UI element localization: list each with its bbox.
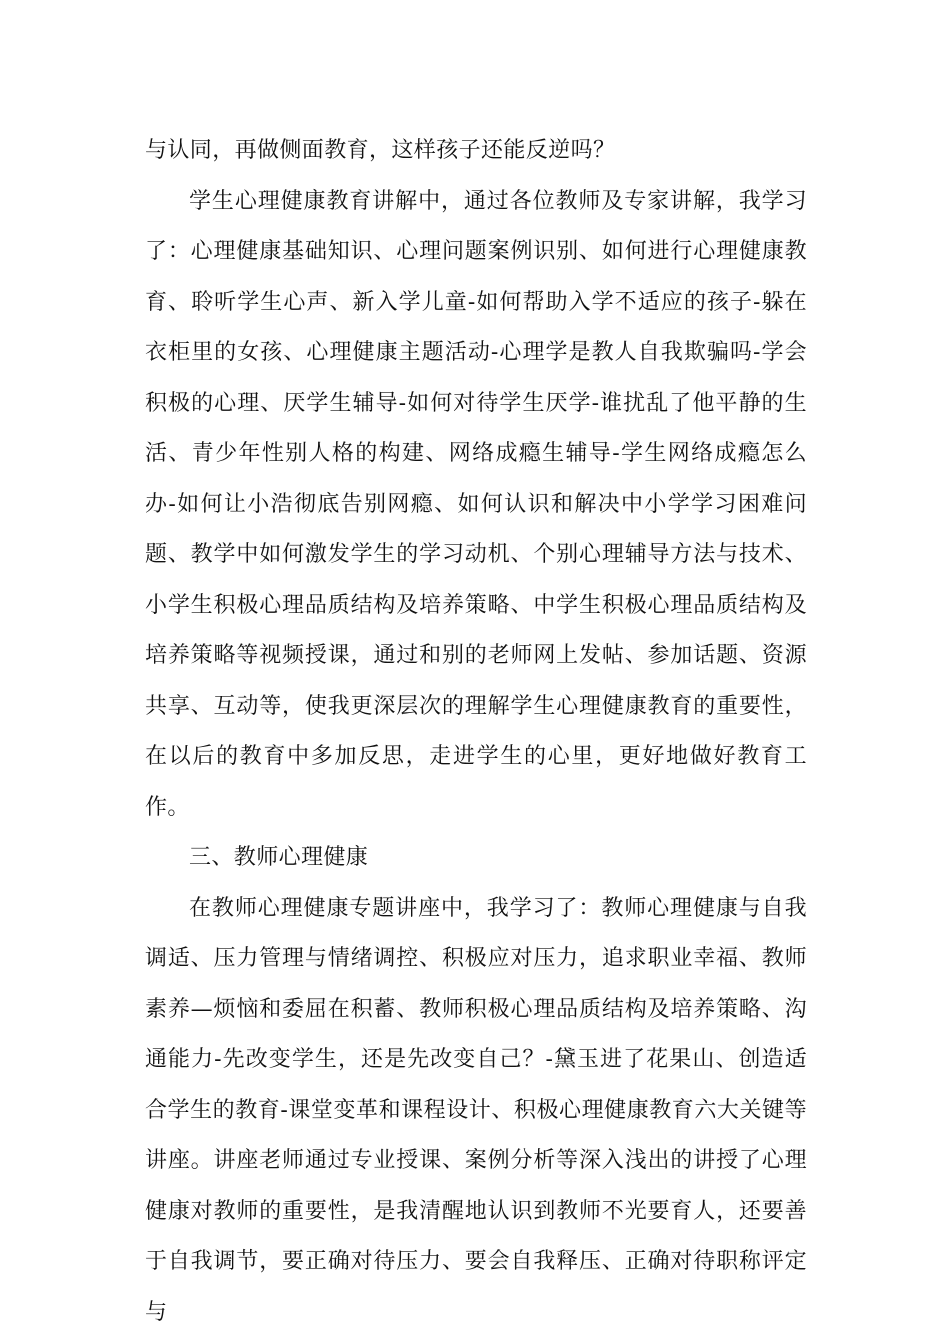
section-heading-teacher-mental-health: 三、教师心理健康	[189, 845, 369, 870]
document-body	[145, 126, 807, 1338]
paragraph-student-mental-health: 学生心理健康教育讲解中，通过各位教师及专家讲解，我学习了：心理健康基础知识、心理问题案例识别、如何进行心理健康教育、聆听学生心声、新入学儿童-如何帮助入学不适应的孩子-躲在衣柜里的女孩、心理健康主题活动-心理学是教人自我欺骗吗-学会积极的心理、厌学生辅导-如何对待学生厌学-谁扰乱了他平静的生活、青少年性别人格的构建、网络成瘾生辅导-学生网络成瘾怎么办-如何让小浩彻底告别网瘾、如何认识和解决中小学学习困难问题、教学中如何激发学生的学习动机、个别心理辅导方法与技术、小学生积极心理品质结构及培养策略、中学生积极心理品质结构及培养策略等视频授课，通过和别的老师网上发帖、参加话题、资源共享、互动等，使我更深层次的理解学生心理健康教育的重要性，在以后的教育中多加反思，走进学生的心里，更好地做好教育工作。	[145, 188, 807, 820]
paragraph-continuation: 与认同，再做侧面教育，这样孩子还能反逆吗？	[145, 138, 616, 163]
paragraph-teacher-mental-health: 在教师心理健康专题讲座中，我学习了：教师心理健康与自我调适、压力管理与情绪调控、积极应对压力，追求职业幸福、教师素养—烦恼和委屈在积蓄、教师积极心理品质结构及培养策略、沟通能力-先改变学生，还是先改变自己？-黛玉进了花果山、创造适合学生的教育-课堂变革和课程设计、积极心理健康教育六大关键等讲座。讲座老师通过专业授课、案例分析等深入浅出的讲授了心理健康对教师的重要性，是我清醒地认识到教师不光要育人，还要善于自我调节，要正确对待压力、要会自我释压、正确对待职称评定与	[145, 895, 807, 1325]
